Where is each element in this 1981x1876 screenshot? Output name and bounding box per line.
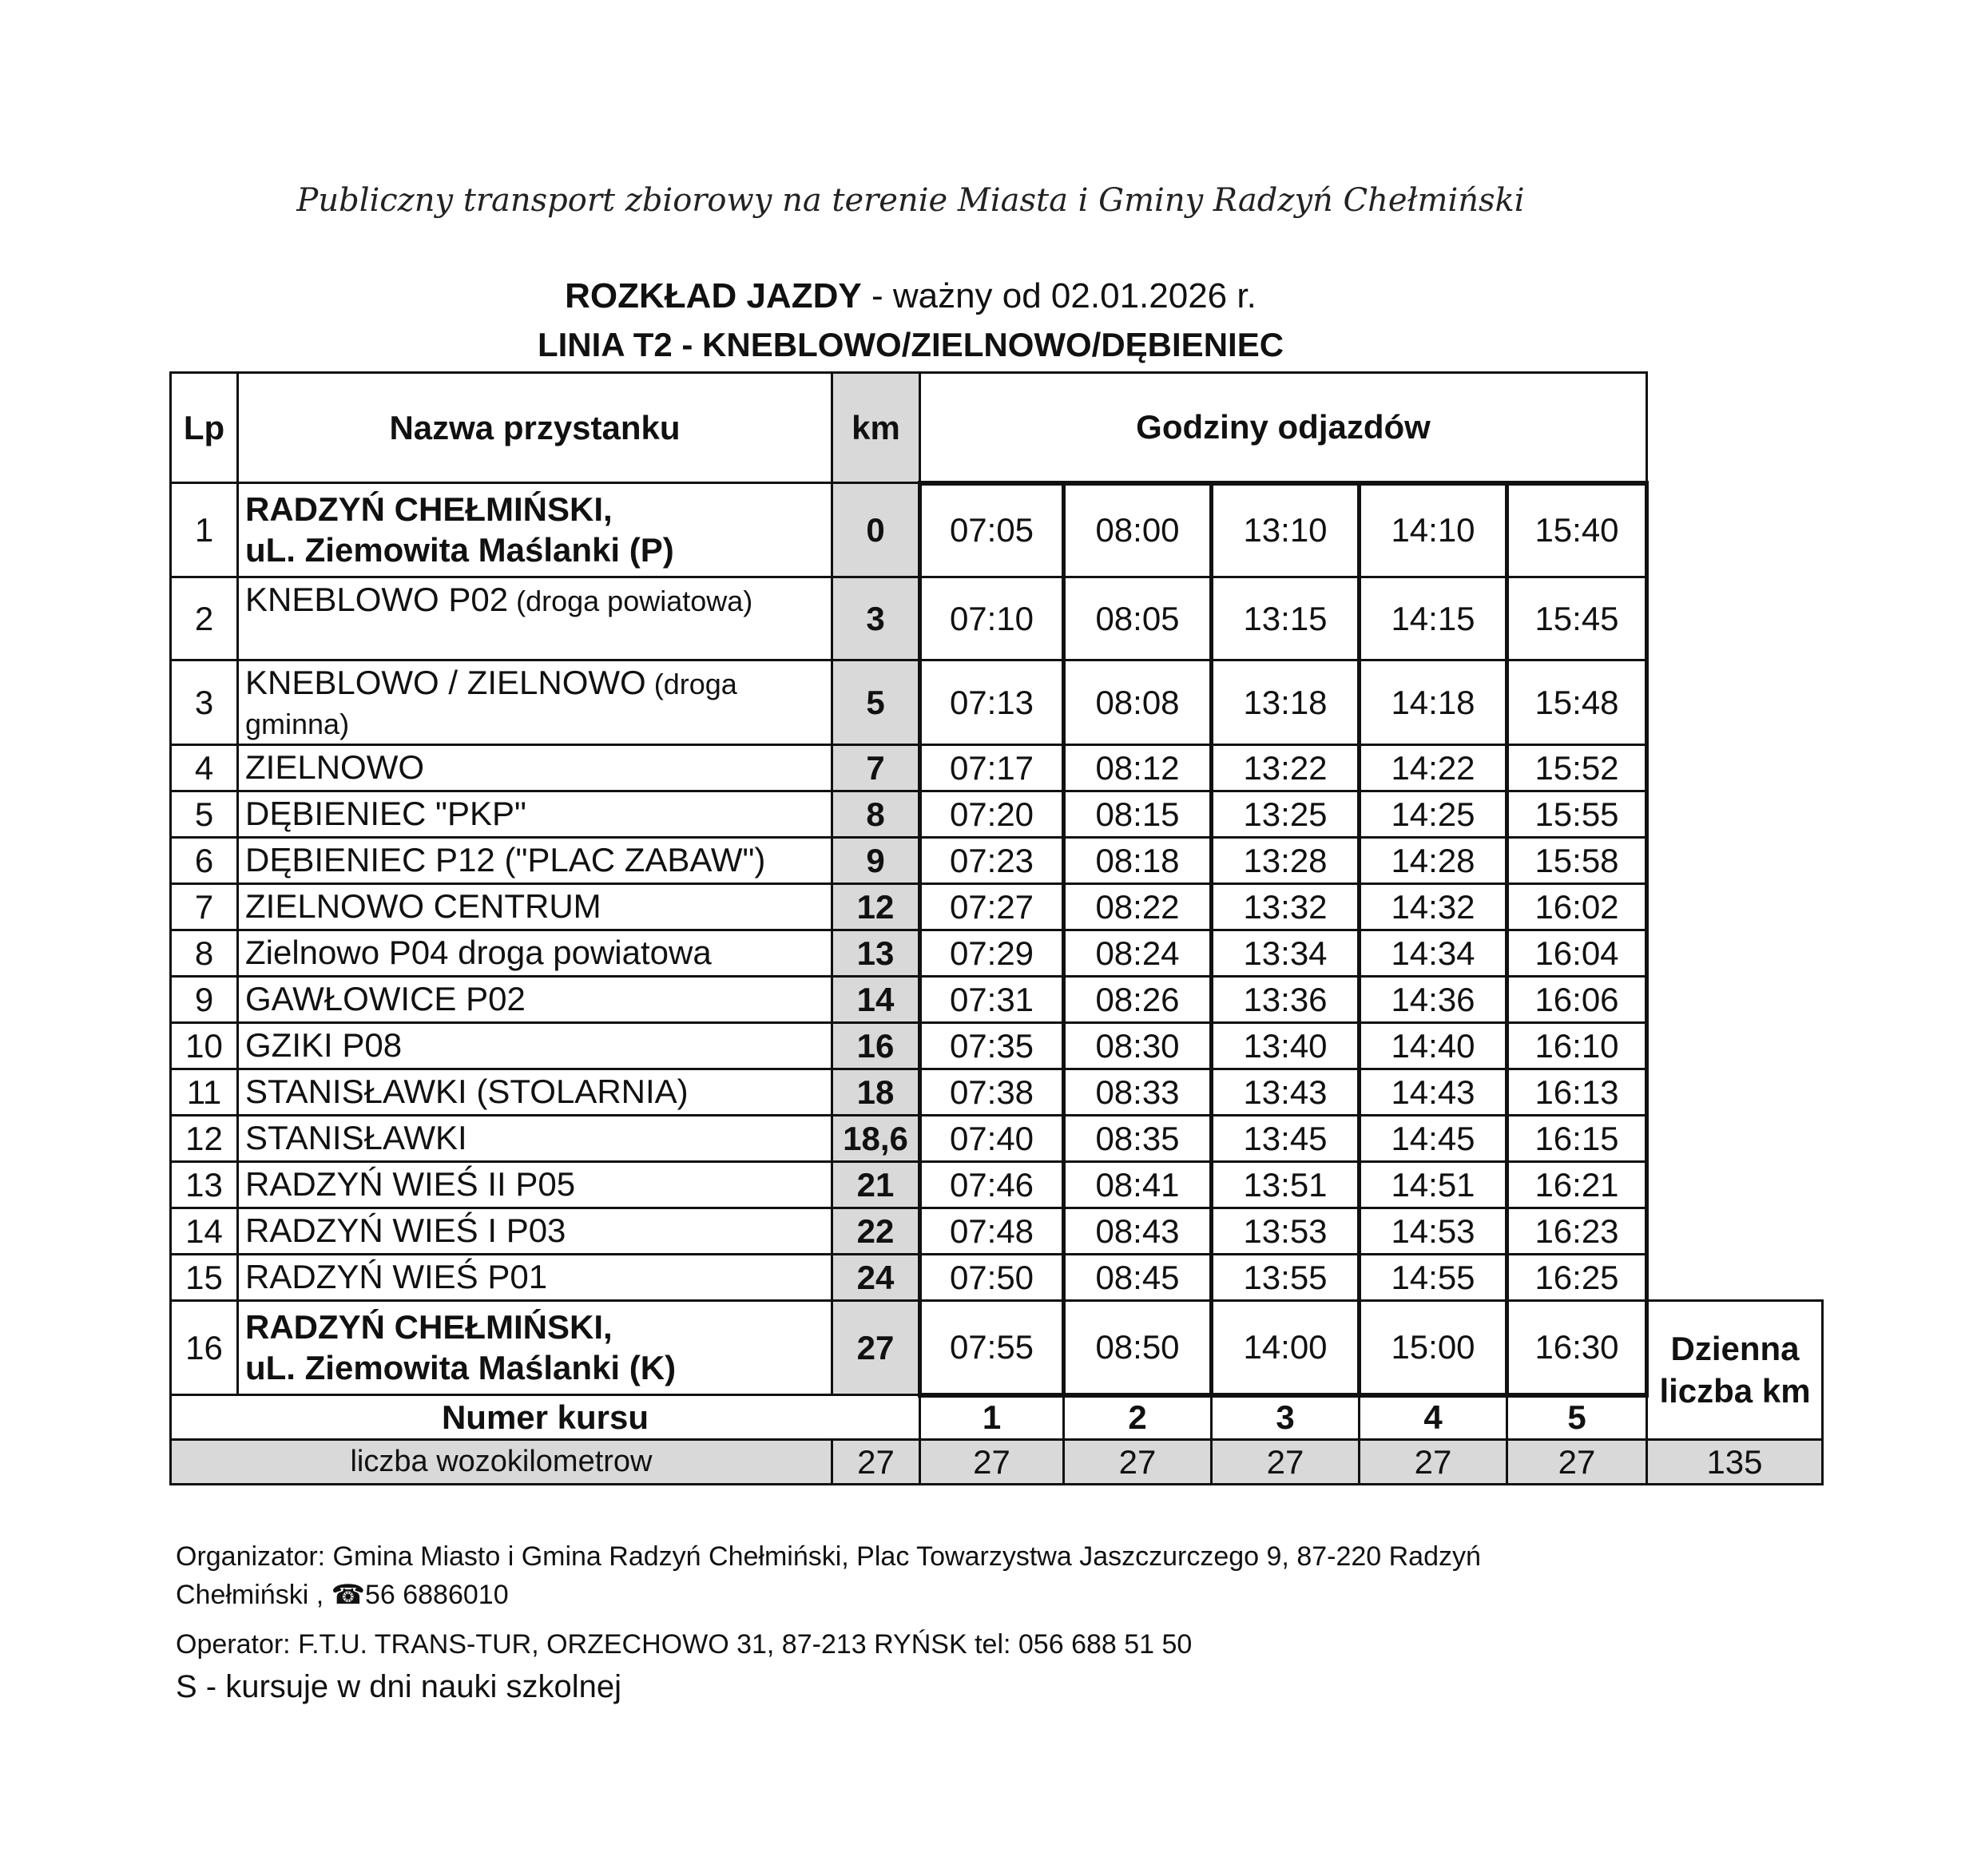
row-spacer	[1647, 1162, 1823, 1208]
stop-row	[171, 483, 1823, 577]
departure-time: 07:50	[920, 1255, 1064, 1301]
departure-time: 16:21	[1507, 1162, 1647, 1208]
row-spacer	[1647, 930, 1823, 977]
departure-time: 14:53	[1360, 1208, 1507, 1255]
departure-time: 13:53	[1212, 1208, 1360, 1255]
departure-time: 08:00	[1064, 483, 1212, 577]
stop-name-text: STANISŁAWKI	[245, 1119, 467, 1157]
stop-name	[238, 1116, 832, 1162]
departure-time: 15:45	[1507, 577, 1647, 660]
daily-km-label-line: Dzienna	[1670, 1330, 1800, 1367]
stop-km: 18	[832, 1069, 920, 1116]
departure-time: 13:40	[1212, 1023, 1360, 1069]
stop-name-text: Zielnowo P04 droga powiatowa	[245, 934, 712, 972]
departure-time: 07:55	[920, 1301, 1064, 1395]
row-spacer	[1647, 1116, 1823, 1162]
departure-time: 16:13	[1507, 1069, 1647, 1116]
departure-time: 13:34	[1212, 930, 1360, 977]
stop-name	[238, 977, 832, 1023]
phone-icon: ☎	[331, 1579, 365, 1610]
departure-time: 08:18	[1064, 838, 1212, 884]
stop-name-text: RADZYŃ WIEŚ I P03	[245, 1212, 566, 1250]
stop-name-text: GZIKI P08	[245, 1026, 403, 1065]
departure-time: 14:15	[1360, 577, 1507, 660]
departure-time: 16:06	[1507, 977, 1647, 1023]
stop-row	[171, 1116, 1823, 1162]
stop-name	[238, 1023, 832, 1069]
departure-time: 07:35	[920, 1023, 1064, 1069]
departure-time: 08:15	[1064, 791, 1212, 838]
stop-lp: 10	[171, 1023, 238, 1069]
vehicle-km-label: liczba wozokilometrow	[171, 1440, 832, 1485]
vehicle-km-row	[171, 1440, 1823, 1485]
departure-time: 08:12	[1064, 745, 1212, 791]
stop-lp: 1	[171, 483, 238, 577]
stop-km: 0	[832, 483, 920, 577]
stop-name	[238, 1301, 832, 1395]
departure-time: 07:38	[920, 1069, 1064, 1116]
stop-name-text: GAWŁOWICE P02	[245, 980, 526, 1018]
col-lp-header: Lp	[171, 373, 238, 483]
stop-lp: 11	[171, 1069, 238, 1116]
stop-name	[238, 483, 832, 577]
stop-name-main: KNEBLOWO P02	[245, 581, 509, 618]
stop-name-text: RADZYŃ WIEŚ II P05	[245, 1165, 576, 1204]
stop-name	[238, 1208, 832, 1255]
departure-time: 13:10	[1212, 483, 1360, 577]
row-spacer	[1647, 1069, 1823, 1116]
departure-time: 13:55	[1212, 1255, 1360, 1301]
row-spacer	[1647, 1208, 1823, 1255]
departure-time: 14:36	[1360, 977, 1507, 1023]
departure-time: 07:10	[920, 577, 1064, 660]
vehicle-km-route: 27	[832, 1440, 920, 1485]
departure-time: 07:48	[920, 1208, 1064, 1255]
stop-lp: 6	[171, 838, 238, 884]
vehicle-km-value: 27	[920, 1440, 1064, 1485]
departure-time: 07:29	[920, 930, 1064, 977]
departure-time: 14:55	[1360, 1255, 1507, 1301]
departure-time: 13:18	[1212, 660, 1360, 745]
stop-lp: 2	[171, 577, 238, 660]
departure-time: 08:45	[1064, 1255, 1212, 1301]
departure-time: 13:45	[1212, 1116, 1360, 1162]
departure-time: 13:36	[1212, 977, 1360, 1023]
departure-time: 14:28	[1360, 838, 1507, 884]
stop-name	[238, 930, 832, 977]
stop-row	[171, 791, 1823, 838]
row-spacer	[1647, 977, 1823, 1023]
title-bold: ROZKŁAD JAZDY	[565, 276, 862, 315]
organization-line: Publiczny transport zbiorowy na terenie Miasta i Gminy Radzyń Chełmiński	[296, 182, 1525, 219]
departure-time: 13:43	[1212, 1069, 1360, 1116]
row-spacer	[1647, 1255, 1823, 1301]
stop-name-note: (droga gminna)	[245, 668, 737, 741]
stop-lp: 13	[171, 1162, 238, 1208]
departure-time: 14:45	[1360, 1116, 1507, 1162]
stop-km: 7	[832, 745, 920, 791]
departure-time: 16:30	[1507, 1301, 1647, 1395]
stop-name	[238, 745, 832, 791]
departure-time: 16:23	[1507, 1208, 1647, 1255]
stop-row	[171, 1069, 1823, 1116]
stop-name-text: ZIELNOWO CENTRUM	[245, 887, 601, 926]
stop-name-line: uL. Ziemowita Maślanki (P)	[245, 530, 674, 569]
stop-row	[171, 930, 1823, 977]
departure-time: 15:48	[1507, 660, 1647, 745]
departure-time: 08:08	[1064, 660, 1212, 745]
stop-name	[238, 1069, 832, 1116]
stop-km: 21	[832, 1162, 920, 1208]
stop-name	[238, 1162, 832, 1208]
line-number: LINIA T2	[537, 326, 673, 363]
row-spacer	[1647, 577, 1823, 660]
stop-row	[171, 977, 1823, 1023]
departure-time: 13:22	[1212, 745, 1360, 791]
line-route: - KNEBLOWO/ZIELNOWO/DĘBIENIEC	[672, 326, 1284, 363]
departure-time: 08:33	[1064, 1069, 1212, 1116]
stop-km: 9	[832, 838, 920, 884]
stop-name-line: RADZYŃ CHEŁMIŃSKI,	[245, 490, 613, 529]
vehicle-km-value: 27	[1360, 1440, 1507, 1485]
stop-km: 18,6	[832, 1116, 920, 1162]
stop-lp: 4	[171, 745, 238, 791]
departure-time: 16:10	[1507, 1023, 1647, 1069]
col-times-header: Godziny odjazdów	[920, 373, 1647, 483]
stop-km: 27	[832, 1301, 920, 1395]
departure-time: 14:00	[1212, 1301, 1360, 1395]
departure-time: 08:22	[1064, 884, 1212, 930]
stop-name	[238, 884, 832, 930]
vehicle-km-value: 27	[1064, 1440, 1212, 1485]
departure-time: 14:40	[1360, 1023, 1507, 1069]
stop-name	[238, 791, 832, 838]
departure-time: 08:50	[1064, 1301, 1212, 1395]
stop-lp: 14	[171, 1208, 238, 1255]
departure-time: 14:32	[1360, 884, 1507, 930]
organizer-phone: 56 6886010	[364, 1579, 509, 1610]
stop-row	[171, 660, 1823, 745]
vehicle-km-value: 27	[1212, 1440, 1360, 1485]
departure-time: 07:31	[920, 977, 1064, 1023]
stop-lp: 12	[171, 1116, 238, 1162]
departure-time: 07:17	[920, 745, 1064, 791]
departure-time: 13:51	[1212, 1162, 1360, 1208]
departure-time: 08:05	[1064, 577, 1212, 660]
departure-time: 16:15	[1507, 1116, 1647, 1162]
stop-km: 3	[832, 577, 920, 660]
stop-lp: 7	[171, 884, 238, 930]
departure-time: 16:04	[1507, 930, 1647, 977]
row-spacer	[1647, 660, 1823, 745]
departure-time: 16:25	[1507, 1255, 1647, 1301]
departure-time: 13:28	[1212, 838, 1360, 884]
row-spacer	[1647, 791, 1823, 838]
stop-row	[171, 1255, 1823, 1301]
stop-km: 14	[832, 977, 920, 1023]
departure-time: 15:52	[1507, 745, 1647, 791]
operator-info: Operator: F.T.U. TRANS-TUR, ORZECHOWO 31, 87-213 RYŃSK tel: 056 688 51 50	[176, 1629, 1193, 1660]
stop-km: 24	[832, 1255, 920, 1301]
stop-km: 8	[832, 791, 920, 838]
row-spacer	[1647, 1023, 1823, 1069]
departure-time: 07:27	[920, 884, 1064, 930]
stop-lp: 8	[171, 930, 238, 977]
line-title	[0, 326, 1821, 364]
stop-name	[238, 660, 832, 745]
departure-time: 14:51	[1360, 1162, 1507, 1208]
stop-km: 16	[832, 1023, 920, 1069]
header-row	[171, 373, 1823, 483]
stop-name	[238, 838, 832, 884]
stop-name-line: uL. Ziemowita Maślanki (K)	[245, 1348, 677, 1386]
departure-time: 07:20	[920, 791, 1064, 838]
departure-time: 08:43	[1064, 1208, 1212, 1255]
departure-time: 15:40	[1507, 483, 1647, 577]
stop-lp: 15	[171, 1255, 238, 1301]
departure-time: 14:25	[1360, 791, 1507, 838]
departure-time: 14:43	[1360, 1069, 1507, 1116]
stop-row	[171, 1301, 1823, 1395]
stop-row	[171, 884, 1823, 930]
organizer-line-2	[176, 1577, 1481, 1615]
timetable-title	[0, 276, 1821, 316]
stop-km: 12	[832, 884, 920, 930]
organizer-line-1: Organizator: Gmina Miasto i Gmina Radzyń Chełmiński, Plac Towarzystwa Jaszczurczego 9, 87-220 Radzyń	[176, 1541, 1481, 1572]
departure-time: 07:05	[920, 483, 1064, 577]
departure-time: 14:22	[1360, 745, 1507, 791]
departure-time: 13:25	[1212, 791, 1360, 838]
stop-lp: 3	[171, 660, 238, 745]
stop-name-text: DĘBIENIEC P12 ("PLAC ZABAW")	[245, 841, 766, 879]
stop-row	[171, 1162, 1823, 1208]
row-spacer	[1647, 884, 1823, 930]
title-validity: - ważny od 02.01.2026 r.	[861, 276, 1256, 315]
row-spacer	[1647, 483, 1823, 577]
course-number: 2	[1064, 1395, 1212, 1440]
course-number: 3	[1212, 1395, 1360, 1440]
stop-lp: 9	[171, 977, 238, 1023]
daily-km-label-line: liczba km	[1659, 1371, 1811, 1410]
stop-name	[238, 577, 832, 660]
stop-name-note: (droga powiatowa)	[508, 585, 753, 617]
stop-name-text: STANISŁAWKI (STOLARNIA)	[245, 1073, 689, 1111]
stop-name	[238, 1255, 832, 1301]
departure-time: 07:23	[920, 838, 1064, 884]
organizer-info	[176, 1538, 1481, 1614]
departure-time: 13:15	[1212, 577, 1360, 660]
legend-note: S - kursuje w dni nauki szkolnej	[176, 1669, 622, 1704]
stop-row	[171, 1208, 1823, 1255]
stop-km: 22	[832, 1208, 920, 1255]
vehicle-km-value: 27	[1507, 1440, 1647, 1485]
stop-row	[171, 1023, 1823, 1069]
departure-time: 07:40	[920, 1116, 1064, 1162]
departure-time: 08:35	[1064, 1116, 1212, 1162]
departure-time: 14:10	[1360, 483, 1507, 577]
stop-row	[171, 745, 1823, 791]
departure-time: 15:58	[1507, 838, 1647, 884]
departure-time: 15:55	[1507, 791, 1647, 838]
departure-time: 07:46	[920, 1162, 1064, 1208]
departure-time: 15:00	[1360, 1301, 1507, 1395]
stop-km: 13	[832, 930, 920, 977]
course-number: 1	[920, 1395, 1064, 1440]
departure-time: 08:30	[1064, 1023, 1212, 1069]
departure-time: 08:26	[1064, 977, 1212, 1023]
departure-time: 13:32	[1212, 884, 1360, 930]
departure-time: 08:24	[1064, 930, 1212, 977]
stop-row	[171, 577, 1823, 660]
stop-row	[171, 838, 1823, 884]
course-number-row	[171, 1395, 1823, 1440]
header-spacer	[1647, 373, 1823, 483]
course-number-label: Numer kursu	[171, 1395, 920, 1440]
timetable	[169, 371, 1824, 1485]
col-name-header: Nazwa przystanku	[238, 373, 832, 483]
course-number: 5	[1507, 1395, 1647, 1440]
stop-name-text: ZIELNOWO	[245, 748, 425, 787]
organizer-city: Chełmiński ,	[176, 1579, 331, 1610]
stop-lp: 16	[171, 1301, 238, 1395]
stop-km: 5	[832, 660, 920, 745]
row-spacer	[1647, 745, 1823, 791]
departure-time: 14:34	[1360, 930, 1507, 977]
stop-name-text: RADZYŃ WIEŚ P01	[245, 1258, 548, 1296]
departure-time: 07:13	[920, 660, 1064, 745]
stop-name-text: DĘBIENIEC "PKP"	[245, 795, 526, 833]
course-number: 4	[1360, 1395, 1507, 1440]
departure-time: 14:18	[1360, 660, 1507, 745]
vehicle-km-total: 135	[1647, 1440, 1823, 1485]
row-spacer	[1647, 838, 1823, 884]
stop-lp: 5	[171, 791, 238, 838]
stop-name-main: KNEBLOWO / ZIELNOWO	[245, 664, 646, 701]
stop-name-line: RADZYŃ CHEŁMIŃSKI,	[245, 1308, 613, 1347]
departure-time: 16:02	[1507, 884, 1647, 930]
col-km-header: km	[832, 373, 920, 483]
departure-time: 08:41	[1064, 1162, 1212, 1208]
daily-km-label	[1647, 1301, 1823, 1440]
